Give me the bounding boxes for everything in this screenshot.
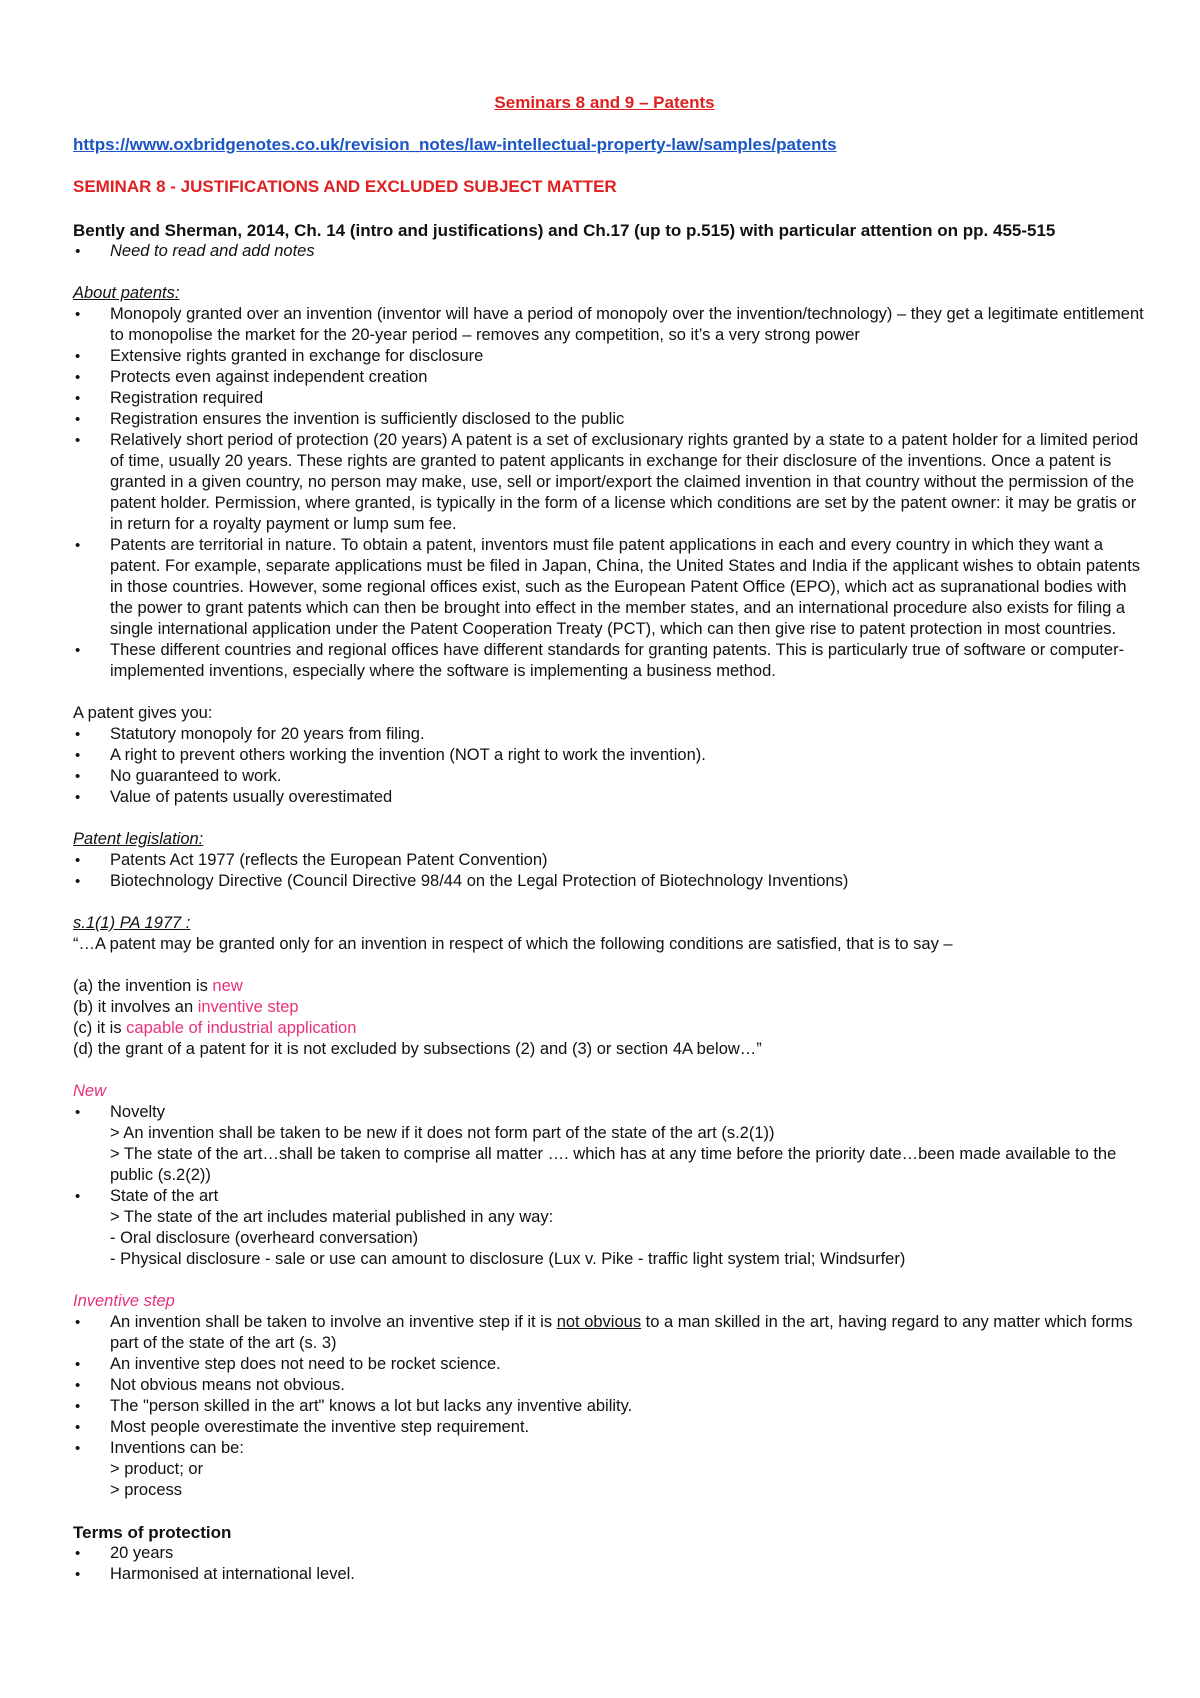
list-item: • 20 years (73, 1543, 1145, 1564)
patent-gives-list (73, 724, 1145, 808)
reading-heading: Bently and Sherman, 2014, Ch. 14 (intro and justifications) and Ch.17 (up to p.515) with particular attention on pp. 455-515 (73, 221, 1056, 240)
legislation-list (73, 850, 1145, 892)
condition-d: (d) the grant of a patent for it is not excluded by subsections (2) and (3) or section 4A below…” (73, 1040, 762, 1058)
patent-gives-label: A patent gives you: (73, 704, 213, 722)
list-item: • Value of patents usually overestimated (73, 787, 1145, 808)
inventive-list (73, 1312, 1145, 1501)
list-item: • The "person skilled in the art" knows a lot but lacks any inventive ability. (73, 1396, 1145, 1417)
list-item: • Extensive rights granted in exchange for disclosure (73, 346, 1145, 367)
list-item: • Patents are territorial in nature. To obtain a patent, inventors must file patent applications in each and every country in which they want a patent. For example, separate applications must be filed in Japan, China, the United States and India if the applicant wishes to obtain patents in those countries. However, some regional offices exist, such as the European Patent Office (EPO), which act as supranational bodies with the power to grant patents which can then be brought into effect in the member states, and an international procedure also exists for filing a single international application under the Patent Cooperation Treaty (PCT), which can then give rise to patent protection in most countries. (73, 535, 1145, 640)
highlight-inventive-step: inventive step (197, 998, 299, 1016)
list-item: • Biotechnology Directive (Council Directive 98/44 on the Legal Protection of Biotechnology Inventions) (73, 871, 1145, 892)
terms-heading: Terms of protection (73, 1523, 232, 1542)
highlight-industrial: capable of industrial application (126, 1019, 357, 1037)
condition-b: (b) it involves an inventive step (73, 998, 299, 1016)
seminar-heading: SEMINAR 8 - JUSTIFICATIONS AND EXCLUDED SUBJECT MATTER (73, 177, 617, 196)
list-item: • A right to prevent others working the invention (NOT a right to work the invention). (73, 745, 1145, 766)
list-item: • Relatively short period of protection (20 years) A patent is a set of exclusionary rights granted by a state to a patent holder for a limited period of time, usually 20 years. These rights are granted to patent applicants in exchange for their disclosure of the inventions. Once a patent is granted in a given country, no person may make, use, sell or import/export the claimed invention in that country without the permission of the patent holder. Permission, where granted, is typically in the form of a license which conditions are set by the patent owner: it may be gratis or in return for a royalty payment or lump sum fee. (73, 430, 1145, 535)
about-patents-list (73, 304, 1145, 682)
list-item: • Statutory monopoly for 20 years from filing. (73, 724, 1145, 745)
list-item: • Not obvious means not obvious. (73, 1375, 1145, 1396)
conditions-list (73, 976, 1145, 1060)
inventive-step-label: Inventive step (73, 1292, 175, 1310)
list-item: • No guaranteed to work. (73, 766, 1145, 787)
condition-a: (a) the invention is new (73, 977, 243, 995)
list-item: • Registration ensures the invention is sufficiently disclosed to the public (73, 409, 1145, 430)
highlight-new: new (212, 977, 243, 995)
s1-quote: “…A patent may be granted only for an invention in respect of which the following conditions are satisfied, that is to say – (73, 935, 953, 953)
list-item: • Harmonised at international level. (73, 1564, 1145, 1585)
list-item: • An invention shall be taken to involve an inventive step if it is not obvious to a man skilled in the art, having regard to any matter which forms part of the state of the art (s. 3) (73, 1312, 1145, 1354)
document-body (73, 220, 1145, 1585)
new-list (73, 1102, 1145, 1270)
legislation-label: Patent legislation: (73, 830, 204, 848)
list-item: • Monopoly granted over an invention (inventor will have a period of monopoly over the invention/technology) – they get a legitimate entitlement to monopolise the market for the 20-year period – removes any competition, so it’s a very strong power (73, 304, 1145, 346)
list-item: • Need to read and add notes (73, 241, 1145, 262)
about-patents-label: About patents: (73, 284, 180, 302)
list-item: • These different countries and regional offices have different standards for granting patents. This is particularly true of software or computer-implemented inventions, especially where the software is implementing a business method. (73, 640, 1145, 682)
condition-c: (c) it is capable of industrial application (73, 1019, 357, 1037)
list-item: • Novelty > An invention shall be taken to be new if it does not form part of the state of the art (s.2(1)) > The state of the art…shall be taken to comprise all matter …. which has at any time before the priority date…been made available to the public (s.2(2)) (73, 1102, 1145, 1186)
list-item: • Most people overestimate the inventive step requirement. (73, 1417, 1145, 1438)
source-link[interactable]: https://www.oxbridgenotes.co.uk/revision_notes/law-intellectual-property-law/samples/patents (73, 135, 837, 154)
list-item: • Protects even against independent creation (73, 367, 1145, 388)
reading-list (73, 241, 1145, 262)
list-item: • Patents Act 1977 (reflects the European Patent Convention) (73, 850, 1145, 871)
new-label: New (73, 1082, 107, 1100)
list-item: • Inventions can be: > product; or > process (73, 1438, 1145, 1501)
page-title: Seminars 8 and 9 – Patents (494, 93, 715, 112)
list-item: • An inventive step does not need to be rocket science. (73, 1354, 1145, 1375)
list-item: • State of the art > The state of the art includes material published in any way: - Oral disclosure (overheard conversation) - Physical disclosure - sale or use can amount to disclosure (Lux v. Pike - traffic light system trial; Windsurfer) (73, 1186, 1145, 1270)
terms-list (73, 1543, 1145, 1585)
s1-label: s.1(1) PA 1977 : (73, 914, 191, 932)
list-item: • Registration required (73, 388, 1145, 409)
